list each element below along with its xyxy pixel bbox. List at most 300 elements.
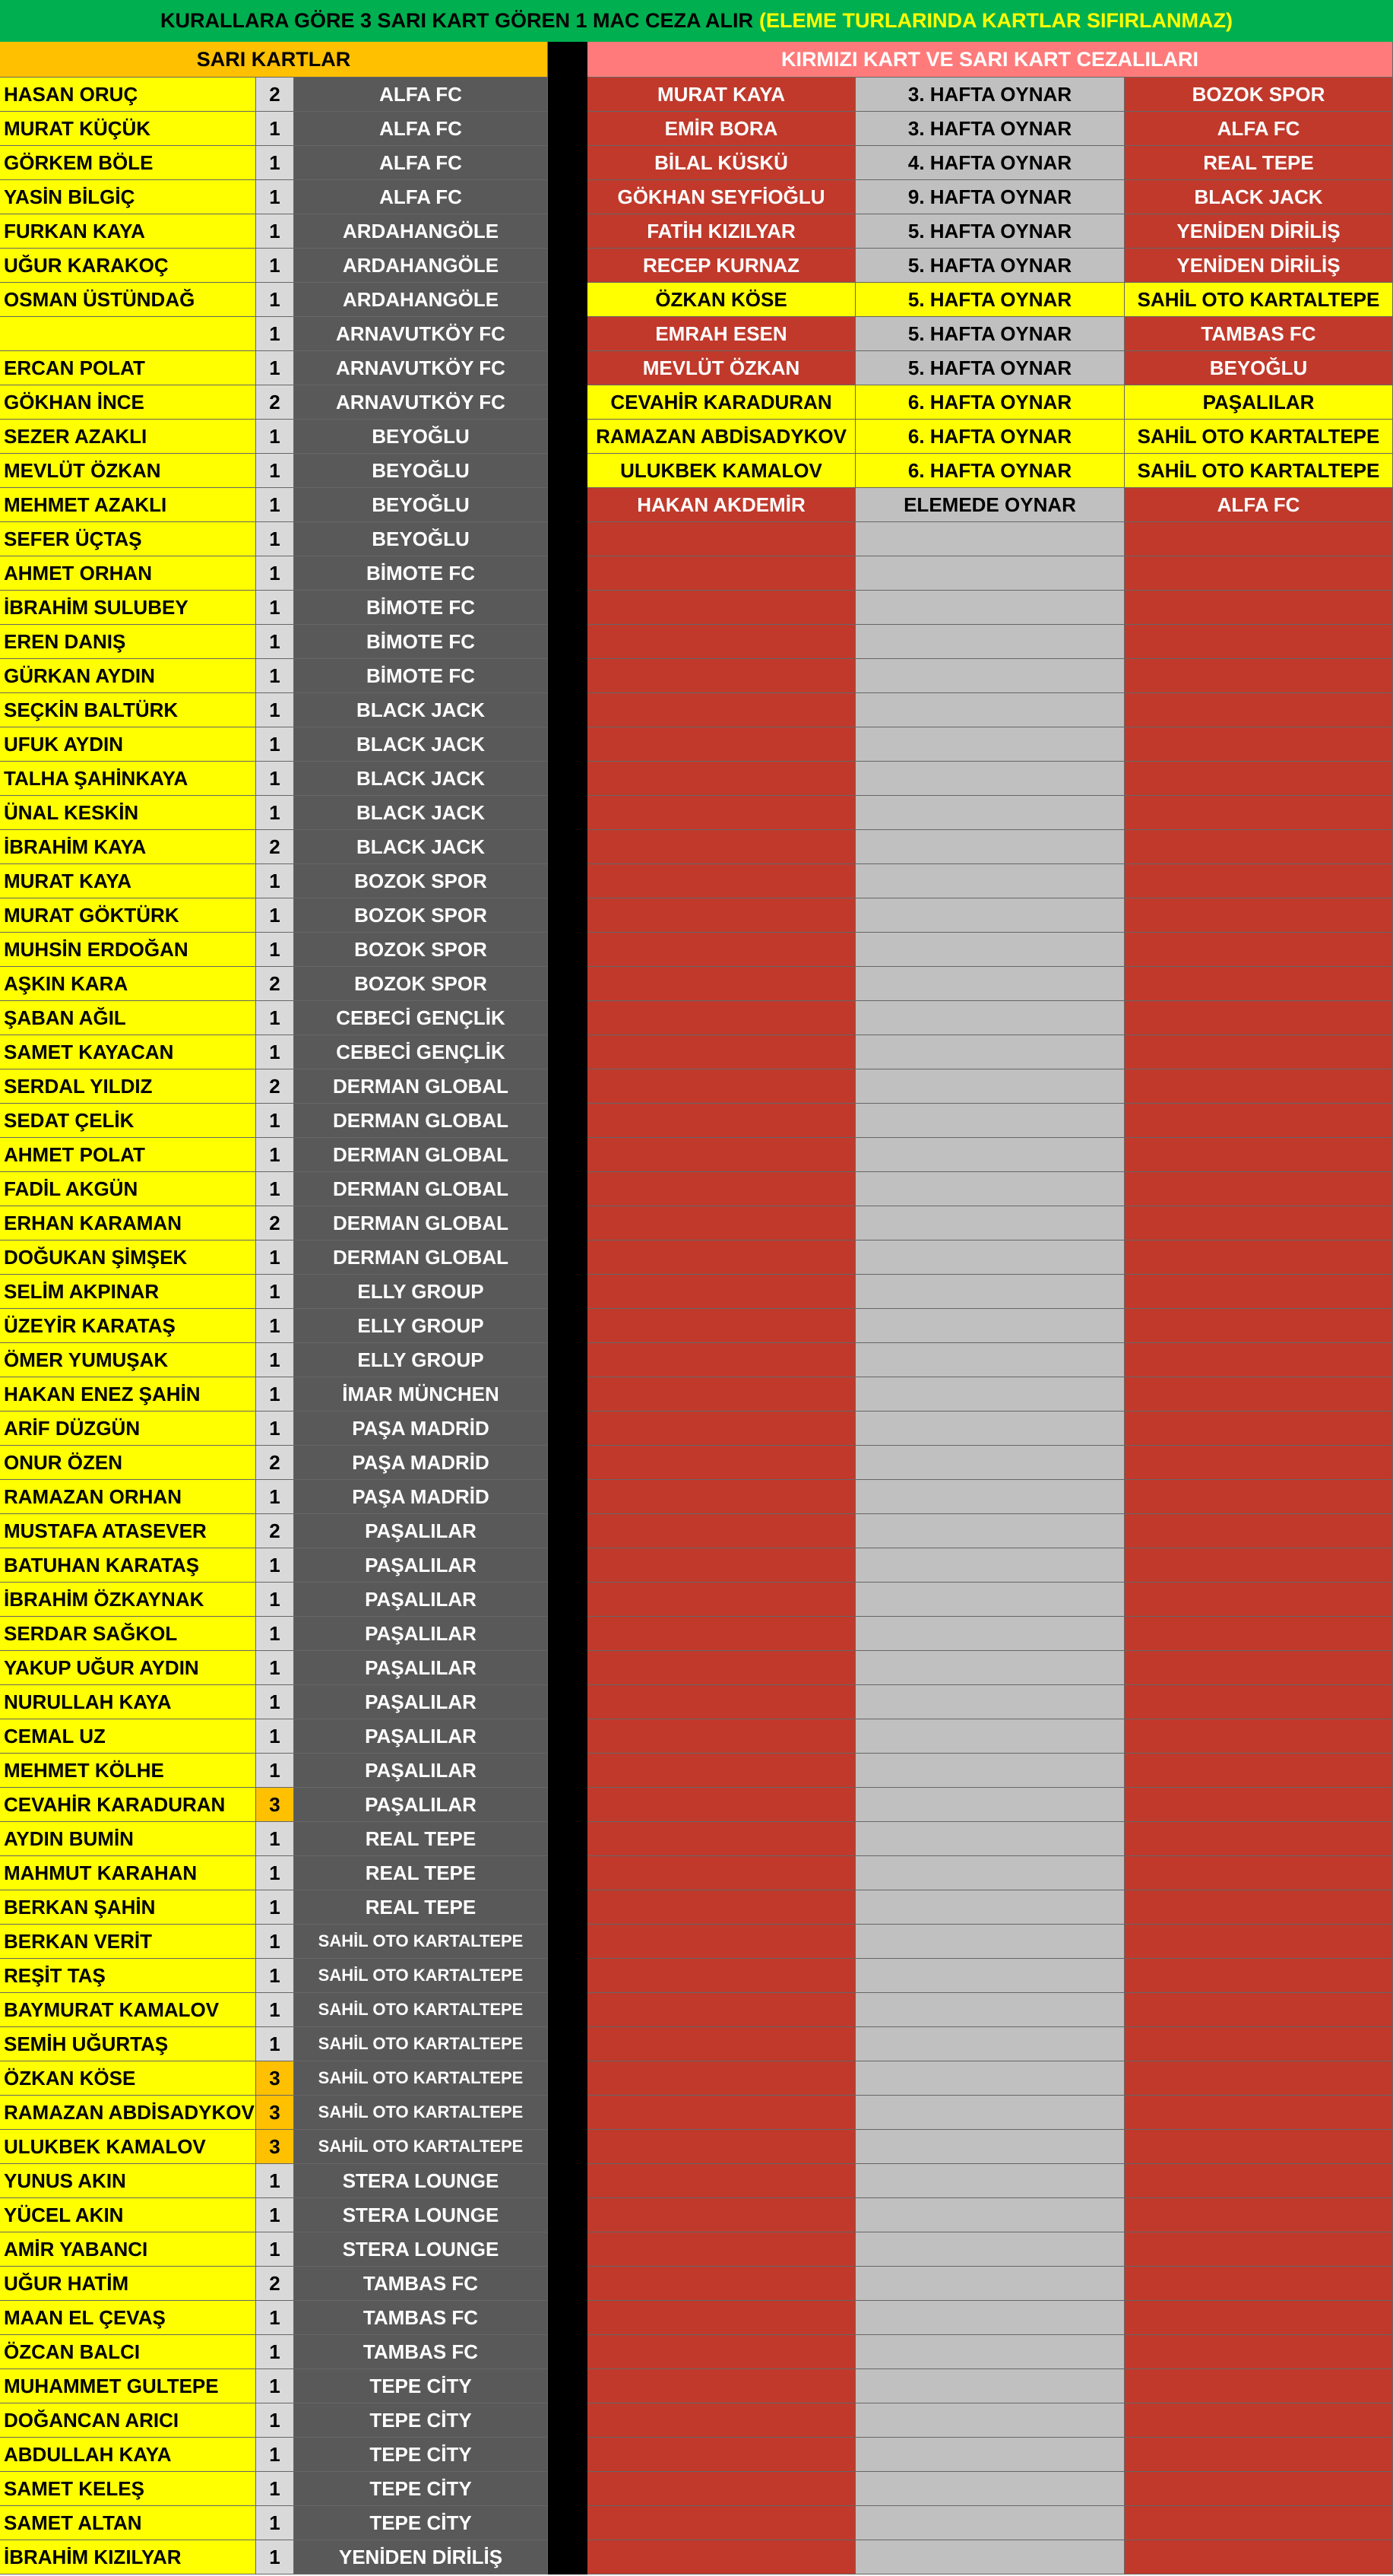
player-name-cell[interactable]: UĞUR KARAKOÇ [0, 249, 256, 283]
penalty-player-cell[interactable] [587, 864, 856, 898]
team-name-cell[interactable]: TEPE CİTY [294, 2438, 548, 2472]
penalty-team-cell[interactable] [1125, 1035, 1393, 1069]
penalty-player-cell[interactable] [587, 1890, 856, 1925]
team-name-cell[interactable]: PAŞALILAR [294, 1583, 548, 1617]
card-count-cell[interactable]: 1 [256, 1377, 294, 1412]
team-name-cell[interactable]: PAŞALILAR [294, 1685, 548, 1719]
penalty-week-cell[interactable] [856, 522, 1125, 556]
player-name-cell[interactable]: RAMAZAN ABDİSADYKOV [0, 2096, 256, 2130]
penalty-team-cell[interactable] [1125, 591, 1393, 625]
card-count-cell[interactable]: 1 [256, 2027, 294, 2061]
penalty-player-cell[interactable] [587, 2472, 856, 2506]
penalty-week-cell[interactable] [856, 1172, 1125, 1206]
penalty-week-cell[interactable] [856, 2403, 1125, 2438]
penalty-team-cell[interactable] [1125, 1822, 1393, 1856]
player-name-cell[interactable]: AMİR YABANCI [0, 2232, 256, 2267]
team-name-cell[interactable]: ARNAVUTKÖY FC [294, 317, 548, 351]
player-name-cell[interactable]: SELİM AKPINAR [0, 1275, 256, 1309]
penalty-team-cell[interactable] [1125, 2096, 1393, 2130]
penalty-week-cell[interactable] [856, 659, 1125, 693]
card-count-cell[interactable]: 1 [256, 1617, 294, 1651]
penalty-week-cell[interactable] [856, 967, 1125, 1001]
player-name-cell[interactable]: MUHSİN ERDOĞAN [0, 933, 256, 967]
penalty-team-cell[interactable] [1125, 2130, 1393, 2164]
penalty-team-cell[interactable] [1125, 864, 1393, 898]
penalty-week-cell[interactable] [856, 762, 1125, 796]
penalty-week-cell[interactable] [856, 591, 1125, 625]
card-count-cell[interactable]: 1 [256, 351, 294, 385]
penalty-week-cell[interactable] [856, 1480, 1125, 1514]
player-name-cell[interactable]: MUSTAFA ATASEVER [0, 1514, 256, 1548]
penalty-player-cell[interactable] [587, 2130, 856, 2164]
team-name-cell[interactable]: PAŞALILAR [294, 1754, 548, 1788]
card-count-cell[interactable]: 1 [256, 1309, 294, 1343]
penalty-player-cell[interactable] [587, 1275, 856, 1309]
penalty-week-cell[interactable]: 6. HAFTA OYNAR [856, 454, 1125, 488]
card-count-cell[interactable]: 1 [256, 2472, 294, 2506]
team-name-cell[interactable]: BOZOK SPOR [294, 864, 548, 898]
card-count-cell[interactable]: 1 [256, 522, 294, 556]
penalty-player-cell[interactable]: ÖZKAN KÖSE [587, 283, 856, 317]
penalty-player-cell[interactable] [587, 693, 856, 727]
penalty-team-cell[interactable] [1125, 1069, 1393, 1104]
penalty-team-cell[interactable] [1125, 2267, 1393, 2301]
player-name-cell[interactable]: SEDAT ÇELİK [0, 1104, 256, 1138]
penalty-team-cell[interactable]: ALFA FC [1125, 112, 1393, 146]
penalty-player-cell[interactable]: ULUKBEK KAMALOV [587, 454, 856, 488]
penalty-player-cell[interactable] [587, 2335, 856, 2369]
player-name-cell[interactable]: MEHMET AZAKLI [0, 488, 256, 522]
card-count-cell[interactable]: 2 [256, 1069, 294, 1104]
team-name-cell[interactable]: DERMAN GLOBAL [294, 1069, 548, 1104]
card-count-cell[interactable]: 1 [256, 556, 294, 591]
penalty-player-cell[interactable] [587, 2369, 856, 2403]
penalty-week-cell[interactable] [856, 1240, 1125, 1275]
penalty-week-cell[interactable] [856, 2369, 1125, 2403]
penalty-player-cell[interactable]: RECEP KURNAZ [587, 249, 856, 283]
team-name-cell[interactable]: BOZOK SPOR [294, 933, 548, 967]
card-count-cell[interactable]: 1 [256, 2301, 294, 2335]
card-count-cell[interactable]: 1 [256, 146, 294, 180]
team-name-cell[interactable]: BOZOK SPOR [294, 898, 548, 933]
team-name-cell[interactable]: TEPE CİTY [294, 2506, 548, 2540]
penalty-player-cell[interactable] [587, 1172, 856, 1206]
player-name-cell[interactable]: İBRAHİM KIZILYAR [0, 2540, 256, 2574]
card-count-cell[interactable]: 1 [256, 1480, 294, 1514]
penalty-week-cell[interactable] [856, 2198, 1125, 2232]
player-name-cell[interactable]: CEMAL UZ [0, 1719, 256, 1754]
card-count-cell[interactable]: 1 [256, 1651, 294, 1685]
penalty-week-cell[interactable] [856, 1754, 1125, 1788]
player-name-cell[interactable]: UFUK AYDIN [0, 727, 256, 762]
penalty-player-cell[interactable] [587, 1069, 856, 1104]
penalty-team-cell[interactable] [1125, 1788, 1393, 1822]
penalty-player-cell[interactable] [587, 967, 856, 1001]
penalty-team-cell[interactable] [1125, 1240, 1393, 1275]
penalty-player-cell[interactable]: MURAT KAYA [587, 78, 856, 112]
player-name-cell[interactable]: BATUHAN KARATAŞ [0, 1548, 256, 1583]
penalty-week-cell[interactable]: ELEMEDE OYNAR [856, 488, 1125, 522]
card-count-cell[interactable]: 1 [256, 1959, 294, 1993]
penalty-week-cell[interactable] [856, 830, 1125, 864]
player-name-cell[interactable]: AŞKIN KARA [0, 967, 256, 1001]
penalty-team-cell[interactable] [1125, 1685, 1393, 1719]
penalty-player-cell[interactable]: EMİR BORA [587, 112, 856, 146]
team-name-cell[interactable]: TEPE CİTY [294, 2369, 548, 2403]
player-name-cell[interactable]: GÖRKEM BÖLE [0, 146, 256, 180]
penalty-week-cell[interactable] [856, 1412, 1125, 1446]
player-name-cell[interactable]: SEZER AZAKLI [0, 420, 256, 454]
penalty-week-cell[interactable] [856, 625, 1125, 659]
penalty-player-cell[interactable]: GÖKHAN SEYFİOĞLU [587, 180, 856, 214]
player-name-cell[interactable]: YÜCEL AKIN [0, 2198, 256, 2232]
penalty-week-cell[interactable] [856, 1069, 1125, 1104]
penalty-player-cell[interactable] [587, 1480, 856, 1514]
penalty-team-cell[interactable]: PAŞALILAR [1125, 385, 1393, 420]
team-name-cell[interactable]: PAŞA MADRİD [294, 1446, 548, 1480]
player-name-cell[interactable]: YAKUP UĞUR AYDIN [0, 1651, 256, 1685]
penalty-player-cell[interactable] [587, 1754, 856, 1788]
penalty-player-cell[interactable] [587, 1651, 856, 1685]
team-name-cell[interactable]: BOZOK SPOR [294, 967, 548, 1001]
penalty-week-cell[interactable] [856, 1001, 1125, 1035]
team-name-cell[interactable]: YENİDEN DİRİLİŞ [294, 2540, 548, 2574]
penalty-player-cell[interactable] [587, 2061, 856, 2096]
player-name-cell[interactable]: BAYMURAT KAMALOV [0, 1993, 256, 2027]
penalty-team-cell[interactable] [1125, 2438, 1393, 2472]
penalty-week-cell[interactable] [856, 1617, 1125, 1651]
card-count-cell[interactable]: 1 [256, 1001, 294, 1035]
penalty-team-cell[interactable] [1125, 556, 1393, 591]
team-name-cell[interactable]: SAHİL OTO KARTALTEPE [294, 2096, 548, 2130]
penalty-week-cell[interactable] [856, 864, 1125, 898]
player-name-cell[interactable]: ERHAN KARAMAN [0, 1206, 256, 1240]
penalty-week-cell[interactable]: 3. HAFTA OYNAR [856, 112, 1125, 146]
penalty-team-cell[interactable] [1125, 1172, 1393, 1206]
team-name-cell[interactable]: SAHİL OTO KARTALTEPE [294, 2061, 548, 2096]
team-name-cell[interactable]: TAMBAS FC [294, 2335, 548, 2369]
penalty-player-cell[interactable] [587, 1206, 856, 1240]
player-name-cell[interactable]: SAMET KAYACAN [0, 1035, 256, 1069]
card-count-cell[interactable]: 2 [256, 830, 294, 864]
penalty-week-cell[interactable] [856, 1446, 1125, 1480]
card-count-cell[interactable]: 1 [256, 796, 294, 830]
card-count-cell[interactable]: 1 [256, 2540, 294, 2574]
team-name-cell[interactable]: ALFA FC [294, 146, 548, 180]
penalty-team-cell[interactable] [1125, 1856, 1393, 1890]
player-name-cell[interactable]: SEMİH UĞURTAŞ [0, 2027, 256, 2061]
penalty-player-cell[interactable]: HAKAN AKDEMİR [587, 488, 856, 522]
penalty-week-cell[interactable] [856, 1719, 1125, 1754]
player-name-cell[interactable]: SEFER ÜÇTAŞ [0, 522, 256, 556]
penalty-week-cell[interactable] [856, 1104, 1125, 1138]
card-count-cell[interactable]: 3 [256, 2096, 294, 2130]
team-name-cell[interactable]: İMAR MÜNCHEN [294, 1377, 548, 1412]
card-count-cell[interactable]: 1 [256, 693, 294, 727]
team-name-cell[interactable]: BEYOĞLU [294, 522, 548, 556]
penalty-team-cell[interactable] [1125, 1343, 1393, 1377]
team-name-cell[interactable]: TAMBAS FC [294, 2267, 548, 2301]
penalty-team-cell[interactable] [1125, 1412, 1393, 1446]
penalty-team-cell[interactable]: SAHİL OTO KARTALTEPE [1125, 454, 1393, 488]
player-name-cell[interactable]: İBRAHİM KAYA [0, 830, 256, 864]
team-name-cell[interactable]: BLACK JACK [294, 693, 548, 727]
team-name-cell[interactable]: PAŞALILAR [294, 1719, 548, 1754]
penalty-week-cell[interactable] [856, 2164, 1125, 2198]
team-name-cell[interactable]: SAHİL OTO KARTALTEPE [294, 2130, 548, 2164]
penalty-week-cell[interactable]: 5. HAFTA OYNAR [856, 249, 1125, 283]
player-name-cell[interactable]: HAKAN ENEZ ŞAHİN [0, 1377, 256, 1412]
penalty-player-cell[interactable] [587, 933, 856, 967]
penalty-team-cell[interactable]: TAMBAS FC [1125, 317, 1393, 351]
team-name-cell[interactable]: BEYOĞLU [294, 454, 548, 488]
penalty-player-cell[interactable] [587, 2301, 856, 2335]
penalty-week-cell[interactable] [856, 2232, 1125, 2267]
penalty-team-cell[interactable] [1125, 898, 1393, 933]
card-count-cell[interactable]: 1 [256, 1548, 294, 1583]
penalty-week-cell[interactable] [856, 2438, 1125, 2472]
player-name-cell[interactable]: MURAT GÖKTÜRK [0, 898, 256, 933]
penalty-week-cell[interactable] [856, 727, 1125, 762]
player-name-cell[interactable]: ÖZCAN BALCI [0, 2335, 256, 2369]
penalty-team-cell[interactable] [1125, 1104, 1393, 1138]
penalty-player-cell[interactable] [587, 1343, 856, 1377]
player-name-cell[interactable]: SERDAL YILDIZ [0, 1069, 256, 1104]
penalty-player-cell[interactable] [587, 2403, 856, 2438]
penalty-team-cell[interactable] [1125, 659, 1393, 693]
penalty-player-cell[interactable] [587, 762, 856, 796]
penalty-week-cell[interactable]: 6. HAFTA OYNAR [856, 385, 1125, 420]
penalty-team-cell[interactable]: SAHİL OTO KARTALTEPE [1125, 420, 1393, 454]
player-name-cell[interactable]: İBRAHİM ÖZKAYNAK [0, 1583, 256, 1617]
penalty-player-cell[interactable] [587, 898, 856, 933]
penalty-player-cell[interactable]: MEVLÜT ÖZKAN [587, 351, 856, 385]
player-name-cell[interactable]: ERCAN POLAT [0, 351, 256, 385]
player-name-cell[interactable]: EREN DANIŞ [0, 625, 256, 659]
penalty-player-cell[interactable] [587, 2540, 856, 2574]
penalty-player-cell[interactable] [587, 1925, 856, 1959]
penalty-team-cell[interactable] [1125, 2335, 1393, 2369]
penalty-week-cell[interactable] [856, 556, 1125, 591]
team-name-cell[interactable]: TEPE CİTY [294, 2403, 548, 2438]
penalty-team-cell[interactable] [1125, 1275, 1393, 1309]
player-name-cell[interactable] [0, 317, 256, 351]
team-name-cell[interactable]: PAŞA MADRİD [294, 1412, 548, 1446]
penalty-team-cell[interactable] [1125, 2232, 1393, 2267]
player-name-cell[interactable]: NURULLAH KAYA [0, 1685, 256, 1719]
penalty-team-cell[interactable] [1125, 1548, 1393, 1583]
penalty-player-cell[interactable]: EMRAH ESEN [587, 317, 856, 351]
penalty-player-cell[interactable] [587, 1514, 856, 1548]
penalty-player-cell[interactable] [587, 1309, 856, 1343]
card-count-cell[interactable]: 1 [256, 1035, 294, 1069]
penalty-team-cell[interactable] [1125, 1993, 1393, 2027]
team-name-cell[interactable]: ARDAHANGÖLE [294, 283, 548, 317]
penalty-week-cell[interactable]: 4. HAFTA OYNAR [856, 146, 1125, 180]
penalty-player-cell[interactable] [587, 1788, 856, 1822]
penalty-week-cell[interactable]: 5. HAFTA OYNAR [856, 317, 1125, 351]
penalty-player-cell[interactable] [587, 1583, 856, 1617]
team-name-cell[interactable]: SAHİL OTO KARTALTEPE [294, 1925, 548, 1959]
penalty-team-cell[interactable] [1125, 2198, 1393, 2232]
team-name-cell[interactable]: PAŞALILAR [294, 1788, 548, 1822]
penalty-week-cell[interactable] [856, 693, 1125, 727]
penalty-player-cell[interactable] [587, 1446, 856, 1480]
player-name-cell[interactable]: MAHMUT KARAHAN [0, 1856, 256, 1890]
card-count-cell[interactable]: 1 [256, 762, 294, 796]
penalty-week-cell[interactable] [856, 1788, 1125, 1822]
team-name-cell[interactable]: BLACK JACK [294, 762, 548, 796]
penalty-team-cell[interactable] [1125, 2540, 1393, 2574]
card-count-cell[interactable]: 2 [256, 385, 294, 420]
card-count-cell[interactable]: 1 [256, 112, 294, 146]
player-name-cell[interactable]: BERKAN ŞAHİN [0, 1890, 256, 1925]
player-name-cell[interactable]: DOĞANCAN ARICI [0, 2403, 256, 2438]
team-name-cell[interactable]: ARDAHANGÖLE [294, 249, 548, 283]
team-name-cell[interactable]: CEBECİ GENÇLİK [294, 1001, 548, 1035]
card-count-cell[interactable]: 2 [256, 1514, 294, 1548]
card-count-cell[interactable]: 1 [256, 1925, 294, 1959]
card-count-cell[interactable]: 1 [256, 1172, 294, 1206]
card-count-cell[interactable]: 1 [256, 1890, 294, 1925]
penalty-team-cell[interactable] [1125, 2061, 1393, 2096]
penalty-week-cell[interactable] [856, 2027, 1125, 2061]
penalty-week-cell[interactable] [856, 2301, 1125, 2335]
card-count-cell[interactable]: 2 [256, 2267, 294, 2301]
player-name-cell[interactable]: UĞUR HATİM [0, 2267, 256, 2301]
card-count-cell[interactable]: 1 [256, 214, 294, 249]
penalty-team-cell[interactable]: BEYOĞLU [1125, 351, 1393, 385]
penalty-week-cell[interactable] [856, 2267, 1125, 2301]
penalty-player-cell[interactable] [587, 591, 856, 625]
penalty-team-cell[interactable] [1125, 1583, 1393, 1617]
penalty-player-cell[interactable] [587, 1617, 856, 1651]
team-name-cell[interactable]: ARDAHANGÖLE [294, 214, 548, 249]
team-name-cell[interactable]: REAL TEPE [294, 1890, 548, 1925]
team-name-cell[interactable]: SAHİL OTO KARTALTEPE [294, 1993, 548, 2027]
penalty-team-cell[interactable] [1125, 1138, 1393, 1172]
team-name-cell[interactable]: TAMBAS FC [294, 2301, 548, 2335]
card-count-cell[interactable]: 1 [256, 2506, 294, 2540]
player-name-cell[interactable]: FADİL AKGÜN [0, 1172, 256, 1206]
penalty-team-cell[interactable] [1125, 1514, 1393, 1548]
penalty-week-cell[interactable] [856, 933, 1125, 967]
penalty-team-cell[interactable]: BOZOK SPOR [1125, 78, 1393, 112]
team-name-cell[interactable]: DERMAN GLOBAL [294, 1172, 548, 1206]
player-name-cell[interactable]: MURAT KAYA [0, 864, 256, 898]
penalty-week-cell[interactable] [856, 1309, 1125, 1343]
card-count-cell[interactable]: 1 [256, 1275, 294, 1309]
penalty-player-cell[interactable] [587, 659, 856, 693]
player-name-cell[interactable]: AHMET ORHAN [0, 556, 256, 591]
player-name-cell[interactable]: RAMAZAN ORHAN [0, 1480, 256, 1514]
player-name-cell[interactable]: MURAT KÜÇÜK [0, 112, 256, 146]
penalty-player-cell[interactable] [587, 2438, 856, 2472]
penalty-player-cell[interactable] [587, 1856, 856, 1890]
card-count-cell[interactable]: 1 [256, 317, 294, 351]
penalty-team-cell[interactable] [1125, 1651, 1393, 1685]
team-name-cell[interactable]: ALFA FC [294, 78, 548, 112]
player-name-cell[interactable]: ARİF DÜZGÜN [0, 1412, 256, 1446]
player-name-cell[interactable]: YUNUS AKIN [0, 2164, 256, 2198]
penalty-week-cell[interactable] [856, 2130, 1125, 2164]
penalty-team-cell[interactable] [1125, 933, 1393, 967]
penalty-team-cell[interactable] [1125, 1309, 1393, 1343]
penalty-team-cell[interactable] [1125, 1206, 1393, 1240]
card-count-cell[interactable]: 1 [256, 1719, 294, 1754]
team-name-cell[interactable]: DERMAN GLOBAL [294, 1206, 548, 1240]
penalty-week-cell[interactable]: 9. HAFTA OYNAR [856, 180, 1125, 214]
team-name-cell[interactable]: DERMAN GLOBAL [294, 1104, 548, 1138]
team-name-cell[interactable]: STERA LOUNGE [294, 2198, 548, 2232]
team-name-cell[interactable]: DERMAN GLOBAL [294, 1240, 548, 1275]
penalty-team-cell[interactable] [1125, 2164, 1393, 2198]
card-count-cell[interactable]: 1 [256, 2369, 294, 2403]
player-name-cell[interactable]: ÜNAL KESKİN [0, 796, 256, 830]
penalty-player-cell[interactable] [587, 2164, 856, 2198]
team-name-cell[interactable]: BLACK JACK [294, 727, 548, 762]
penalty-week-cell[interactable] [856, 1035, 1125, 1069]
team-name-cell[interactable]: PAŞA MADRİD [294, 1480, 548, 1514]
card-count-cell[interactable]: 1 [256, 2232, 294, 2267]
penalty-team-cell[interactable] [1125, 2027, 1393, 2061]
penalty-player-cell[interactable] [587, 1719, 856, 1754]
penalty-week-cell[interactable] [856, 1583, 1125, 1617]
penalty-player-cell[interactable] [587, 1377, 856, 1412]
penalty-player-cell[interactable] [587, 2506, 856, 2540]
penalty-team-cell[interactable]: ALFA FC [1125, 488, 1393, 522]
penalty-player-cell[interactable] [587, 1993, 856, 2027]
player-name-cell[interactable]: ÜZEYİR KARATAŞ [0, 1309, 256, 1343]
penalty-week-cell[interactable] [856, 1343, 1125, 1377]
penalty-player-cell[interactable] [587, 2232, 856, 2267]
card-count-cell[interactable]: 1 [256, 249, 294, 283]
card-count-cell[interactable]: 1 [256, 625, 294, 659]
team-name-cell[interactable]: ALFA FC [294, 112, 548, 146]
player-name-cell[interactable]: SERDAR SAĞKOL [0, 1617, 256, 1651]
penalty-player-cell[interactable] [587, 1412, 856, 1446]
penalty-team-cell[interactable] [1125, 1959, 1393, 1993]
card-count-cell[interactable]: 1 [256, 727, 294, 762]
card-count-cell[interactable]: 1 [256, 488, 294, 522]
card-count-cell[interactable]: 1 [256, 2403, 294, 2438]
penalty-week-cell[interactable] [856, 1206, 1125, 1240]
team-name-cell[interactable]: BİMOTE FC [294, 625, 548, 659]
penalty-player-cell[interactable] [587, 1104, 856, 1138]
penalty-week-cell[interactable] [856, 1275, 1125, 1309]
penalty-player-cell[interactable] [587, 1548, 856, 1583]
penalty-player-cell[interactable] [587, 2027, 856, 2061]
penalty-player-cell[interactable] [587, 1138, 856, 1172]
player-name-cell[interactable]: MEVLÜT ÖZKAN [0, 454, 256, 488]
penalty-team-cell[interactable] [1125, 522, 1393, 556]
team-name-cell[interactable]: PAŞALILAR [294, 1514, 548, 1548]
team-name-cell[interactable]: ELLY GROUP [294, 1275, 548, 1309]
player-name-cell[interactable]: ONUR ÖZEN [0, 1446, 256, 1480]
team-name-cell[interactable]: BİMOTE FC [294, 556, 548, 591]
card-count-cell[interactable]: 1 [256, 1343, 294, 1377]
card-count-cell[interactable]: 1 [256, 1104, 294, 1138]
penalty-team-cell[interactable] [1125, 1754, 1393, 1788]
card-count-cell[interactable]: 1 [256, 1822, 294, 1856]
penalty-player-cell[interactable] [587, 1240, 856, 1275]
penalty-team-cell[interactable] [1125, 1480, 1393, 1514]
penalty-week-cell[interactable] [856, 1993, 1125, 2027]
penalty-player-cell[interactable] [587, 830, 856, 864]
penalty-team-cell[interactable] [1125, 967, 1393, 1001]
player-name-cell[interactable]: OSMAN ÜSTÜNDAĞ [0, 283, 256, 317]
penalty-week-cell[interactable] [856, 1548, 1125, 1583]
